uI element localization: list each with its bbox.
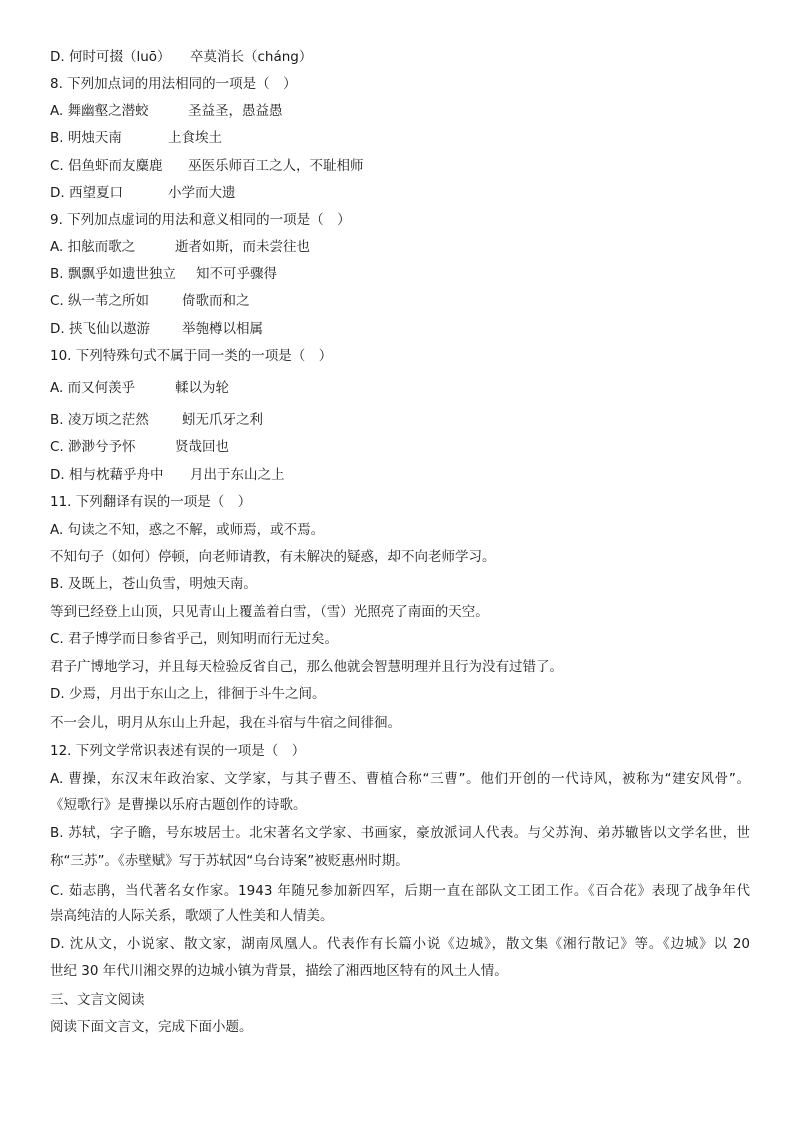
text-line [50, 795, 750, 815]
text-line [50, 264, 750, 284]
text-line [50, 851, 750, 871]
line-text: A. 扣舷而歌之 [50, 239, 136, 255]
line-text: D. 沈从文，小说家、散文家，湖南凤凰人。代表作有长篇小说《边城》，散文集《湘行散记》等。《边城》以 20 [50, 936, 750, 952]
text-line [50, 684, 750, 704]
line-text: 崇高纯洁的人际关系，歌颂了人性美和人情美。 [50, 908, 334, 924]
text-line [50, 237, 750, 257]
text-line [50, 574, 750, 594]
line-text: 《短歌行》是曹操以乐府古题创作的诗歌。 [50, 797, 307, 813]
line-text: B. 及既上，苍山负雪，明烛天南。 [50, 576, 257, 592]
text-line [50, 183, 750, 203]
line-text: B. 凌万顷之茫然 [50, 412, 149, 428]
text-line [50, 410, 750, 430]
line-text: B. 苏轼，字子瞻，号东坡居士。北宋著名文学家、书画家，豪放派词人代表。与父苏洵、弟苏辙皆以文学名世，世 [50, 825, 750, 841]
text-line [50, 319, 750, 339]
line-text: A. 曹操，东汉末年政治家、文学家，与其子曹丕、曹植合称“三曹”。他们开创的一代诗风，被称为“建安风骨”。 [50, 771, 750, 787]
line-text: C. 茹志鹃，当代著名女作家。1943 年随兄参加新四军，后期一直在部队文工团工作。《百合花》表现了战争年代 [50, 883, 750, 899]
line-text: 11. 下列翻译有误的一项是（ ） [50, 494, 252, 510]
text-line [50, 881, 750, 901]
text-line [50, 769, 750, 789]
text-line [50, 823, 750, 843]
line-text: 不知句子（如何）停顿，向老师请教，有未解决的疑惑，却不向老师学习。 [50, 549, 496, 565]
text-line [50, 990, 750, 1010]
line-text-second: 小学而大遗 [168, 185, 236, 201]
text-line [50, 101, 750, 121]
line-text: D. 西望夏口 [50, 185, 123, 201]
text-line [50, 346, 750, 366]
line-text: C. 渺渺兮予怀 [50, 439, 136, 455]
text-line [50, 934, 750, 954]
line-text: 世纪 30 年代川湘交界的边城小镇为背景，描绘了湘西地区特有的风土人情。 [50, 963, 508, 979]
line-text: A. 而又何羡乎 [50, 380, 136, 396]
text-line [50, 713, 750, 733]
line-text: 等到已经登上山顶，只见青山上覆盖着白雪，（雪）光照亮了南面的天空。 [50, 604, 489, 620]
line-text: B. 明烛天南 [50, 130, 122, 146]
line-text-second: 輮以为轮 [175, 380, 229, 396]
line-text: 君子广博地学习，并且每天检验反省自己，那么他就会智慧明理并且行为没有过错了。 [50, 659, 563, 675]
line-text: B. 飘飘乎如遗世独立 [50, 266, 176, 282]
text-line [50, 47, 750, 67]
text-line [50, 210, 750, 230]
text-line [50, 437, 750, 457]
line-text-second: 卒莫消长（cháng） [190, 49, 313, 65]
text-line [50, 74, 750, 94]
line-text: 8. 下列加点词的用法相同的一项是（ ） [50, 76, 297, 92]
line-text: 9. 下列加点虚词的用法和意义相同的一项是（ ） [50, 212, 351, 228]
line-text: C. 侣鱼虾而友麋鹿 [50, 158, 163, 174]
line-text-second: 逝者如斯，而未尝往也 [175, 239, 310, 255]
text-line [50, 629, 750, 649]
line-text-second: 举匏樽以相属 [182, 321, 263, 337]
text-line [50, 1017, 750, 1037]
text-line [50, 465, 750, 485]
line-text-second: 知不可乎骤得 [196, 266, 277, 282]
line-text: 不一会儿，明月从东山上升起，我在斗宿与牛宿之间徘徊。 [50, 715, 401, 731]
line-text: 10. 下列特殊句式不属于同一类的一项是（ ） [50, 348, 333, 364]
line-text-second: 倚歌而和之 [182, 293, 250, 309]
text-line [50, 961, 750, 981]
line-text-second: 月出于东山之上 [190, 467, 285, 483]
line-text: C. 纵一苇之所如 [50, 293, 150, 309]
line-text: C. 君子博学而日参省乎己，则知明而行无过矣。 [50, 631, 339, 647]
line-text-second: 圣益圣，愚益愚 [188, 103, 283, 119]
text-line [50, 291, 750, 311]
line-text: A. 句读之不知，惑之不解，或师焉，或不焉。 [50, 522, 325, 538]
text-line [50, 657, 750, 677]
text-line [50, 520, 750, 540]
line-text: D. 何时可掇（luō） [50, 49, 171, 65]
text-line [50, 492, 750, 512]
line-text-second: 上食埃土 [168, 130, 222, 146]
text-line [50, 741, 750, 761]
text-line [50, 602, 750, 622]
line-text: A. 舞幽壑之潜蛟 [50, 103, 149, 119]
line-text: 12. 下列文学常识表述有误的一项是（ ） [50, 743, 306, 759]
line-text: D. 挟飞仙以遨游 [50, 321, 150, 337]
text-line [50, 547, 750, 567]
line-text: 三、文言文阅读 [50, 992, 145, 1008]
line-text: 称“三苏”。《赤壁赋》写于苏轼因“乌台诗案”被贬惠州时期。 [50, 853, 409, 869]
line-text: D. 少焉，月出于东山之上，徘徊于斗牛之间。 [50, 686, 326, 702]
text-line [50, 128, 750, 148]
line-text: 阅读下面文言文，完成下面小题。 [50, 1019, 253, 1035]
line-text: D. 相与枕藉乎舟中 [50, 467, 164, 483]
text-line [50, 906, 750, 926]
line-text-second: 蚓无爪牙之利 [182, 412, 263, 428]
text-line [50, 378, 750, 398]
line-text-second: 巫医乐师百工之人，不耻相师 [188, 158, 364, 174]
text-line [50, 156, 750, 176]
line-text-second: 贤哉回也 [175, 439, 229, 455]
